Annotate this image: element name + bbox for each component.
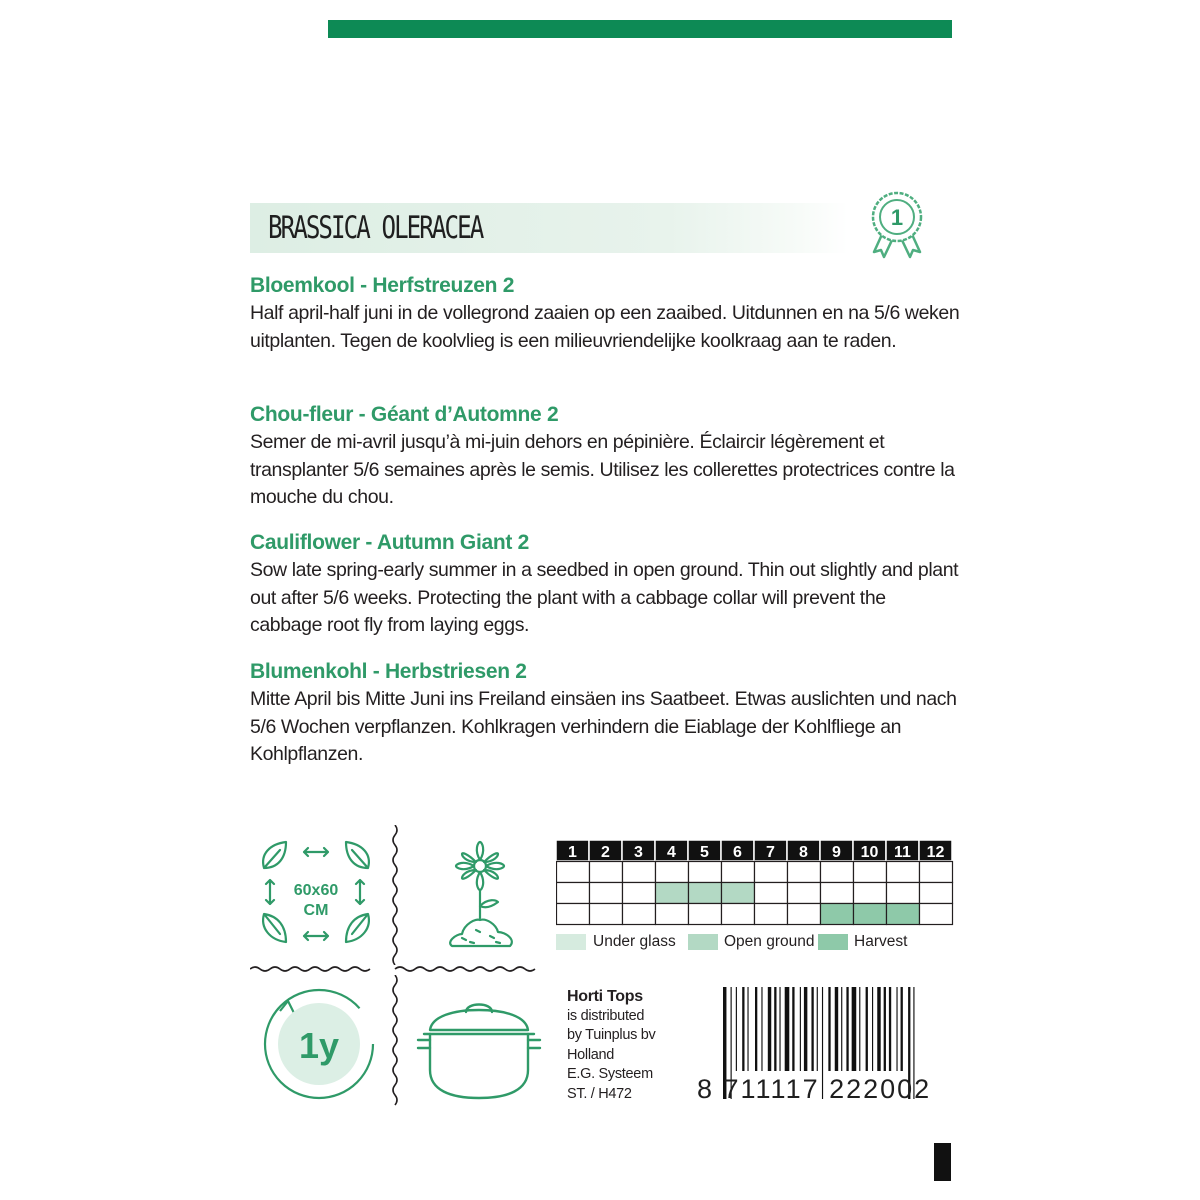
top-accent-bar [328,20,952,38]
calendar-cell [788,904,821,925]
barcode-bar [901,987,903,1071]
legend-label: Harvest [854,933,908,950]
circle-arrow-icon [260,985,378,1103]
barcode-bar [755,987,757,1071]
barcode-bar [747,987,748,1071]
distributor-line: by Tuinplus bv [567,1027,656,1044]
sowing-calendar [556,840,954,930]
calendar-month-label: 11 [894,844,911,861]
calendar-cell [590,904,623,925]
barcode-bar [800,987,801,1071]
wavy-divider [390,825,400,965]
barcode-bar [828,987,830,1071]
calendar-cell [821,862,854,883]
calendar-cell [689,862,722,883]
barcode-bar [817,987,818,1071]
legend-swatch [556,934,586,950]
calendar-cell [722,904,755,925]
barcode-bar [884,987,886,1071]
calendar-month-label: 8 [799,844,808,861]
cooking-pot-icon [414,990,544,1102]
calendar-cell [920,904,953,925]
calendar-month-label: 2 [601,844,610,861]
calendar-cell [788,862,821,883]
barcode-bar [877,987,880,1071]
calendar-month-label: 3 [634,844,643,861]
latin-name: BRASSICA OLERACEA [268,210,483,246]
calendar-month-label: 4 [667,844,676,861]
registration-mark [934,1143,951,1181]
barcode-bar [872,987,873,1071]
section-french [250,403,962,512]
barcode-bar [889,987,891,1071]
legend-swatch [688,934,718,950]
calendar-cell [755,904,788,925]
legend-label: Open ground [724,933,815,950]
section-dutch [250,274,962,355]
brand-name: Horti Tops [567,988,643,1005]
distributor-line: ST. / H472 [567,1085,632,1102]
calendar-month-label: 6 [733,844,742,861]
barcode-bar [736,987,737,1071]
section-title: Cauliflower - Autumn Giant 2 [250,531,529,554]
distributor-line: E.G. Systeem [567,1066,653,1083]
calendar-month-label: 7 [766,844,775,861]
flower-soil-icon [432,838,528,956]
calendar-cell [887,862,920,883]
barcode-bar [785,987,790,1071]
barcode-bar [896,987,897,1071]
calendar-cell [557,862,590,883]
calendar-cell [590,862,623,883]
rosette-icon [866,190,928,262]
section-text: Sow late spring-early summer in a seedbed in open ground. Thin out slightly and plant out after 5/6 weeks. Protecting the plant with a cabbage collar will prevent the cabbage root fly from laying eggs. [250,559,959,636]
barcode-bar [866,987,868,1071]
barcode-bar [768,987,771,1071]
leaf-spacing-icon [256,838,376,956]
barcode-bar [804,987,807,1071]
calendar-cell [755,862,788,883]
barcode-bar [811,987,813,1071]
barcode-bar [859,987,860,1071]
calendar-month-label: 12 [926,844,945,861]
barcode-bar [852,987,857,1071]
calendar-cell-active [689,883,722,904]
distributor-line: is distributed [567,1007,645,1024]
calendar-cell [689,904,722,925]
section-english [250,531,962,640]
distributor-line: Holland [567,1046,615,1063]
calendar-month-label: 10 [860,844,879,861]
calendar-cell [623,883,656,904]
calendar-cell [821,883,854,904]
legend-label: Under glass [593,933,676,950]
barcode-bar [846,987,848,1071]
calendar-cell [920,883,953,904]
section-text: Half april-half juni in de vollegrond zaaien op een zaaibed. Uitdunnen en na 5/6 weken uitplanten. Tegen de koolvlieg is een milieuvriendelijke koolkraag aan te raden. [250,302,960,352]
calendar-cell-active [854,904,887,925]
calendar-cell [590,883,623,904]
calendar-cell [788,883,821,904]
calendar-cell [623,904,656,925]
award-number: 1 [890,205,904,230]
spacing-unit: CM [303,902,329,919]
barcode-bar [774,987,776,1071]
calendar-cell-active [722,883,755,904]
calendar-cell [623,862,656,883]
latin-name-band [250,203,848,253]
legend-swatch [818,934,848,950]
barcode-bar [835,987,838,1071]
calendar-cell-active [656,883,689,904]
barcode-number: 8 711117 222002 [697,1074,932,1104]
calendar-cell [557,904,590,925]
barcode-bar [841,987,842,1071]
calendar-month-label: 9 [832,844,841,861]
calendar-cell [920,862,953,883]
calendar-cell-active [887,904,920,925]
calendar-cell [722,862,755,883]
calendar-cell-active [821,904,854,925]
section-text: Mitte April bis Mitte Juni ins Freiland einsäen ins Saatbeet. Etwas auslichten und nach 5/6 Wochen verpflanzen. Kohlkragen verhindern die Eiablage der Kohlfliege an Kohlpflanzen. [250,688,957,765]
section-title: Chou-fleur - Géant d’Automne 2 [250,403,559,426]
calendar-cell [854,883,887,904]
barcode-bar [742,987,744,1071]
calendar-cell [887,883,920,904]
wavy-divider [250,964,540,974]
calendar-cell [854,862,887,883]
section-text: Semer de mi-avril jusqu’à mi-juin dehors en pépinière. Éclaircir légèrement et transplanter 5/6 semaines après le semis. Utilisez les collerettes protectrices contre la mouche du chou. [250,431,955,508]
lifespan-value: 1y [298,1025,340,1066]
section-title: Bloemkool - Herfstreuzen 2 [250,274,515,297]
spacing-value: 60x60 [293,882,339,899]
barcode-bar [761,987,762,1071]
barcode-bar [792,987,794,1071]
wavy-divider [390,975,400,1110]
section-german [250,660,962,769]
calendar-cell [656,862,689,883]
section-title: Blumenkohl - Herbstriesen 2 [250,660,527,683]
distributor-info [567,987,656,1105]
barcode-bar [779,987,780,1071]
calendar-month-label: 1 [568,844,577,861]
calendar-cell [656,904,689,925]
calendar-cell [557,883,590,904]
calendar-month-label: 5 [700,844,709,861]
calendar-cell [755,883,788,904]
